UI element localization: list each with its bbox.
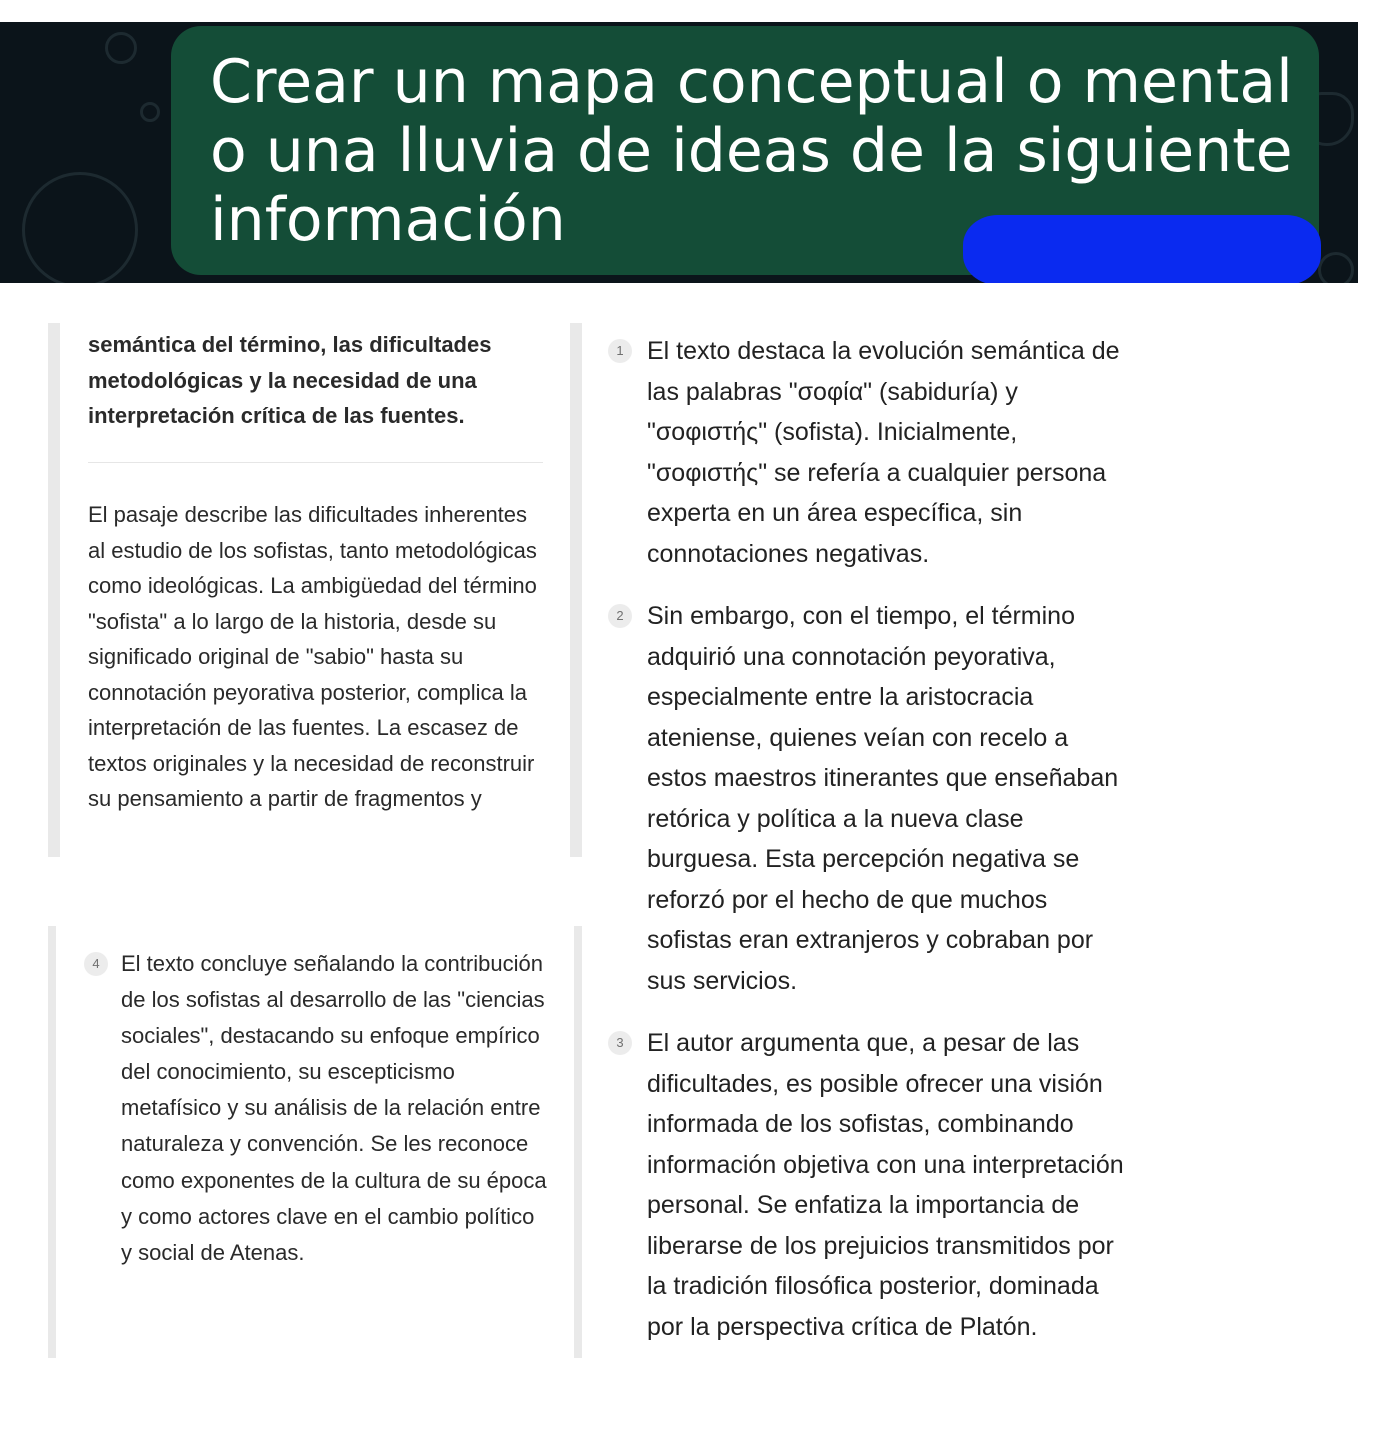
- panel-edge: [48, 926, 56, 1358]
- wallpaper-doodle-icon: [105, 32, 137, 64]
- number-badge: 1: [608, 339, 632, 363]
- conclusion-text: El texto concluye señalando la contribución de los sofistas al desarrollo de las "ciencias sociales", destacando su enfoque empírico del conocimiento, su escepticismo metafísico y su análisis de la relación entre naturaleza y convención. Se les reconoce como exponentes de la cultura de su época y como actores clave en el cambio político y social de Atenas.: [121, 951, 547, 1265]
- redaction-mark: [963, 215, 1321, 283]
- number-badge: 3: [608, 1031, 632, 1055]
- panel-edge: [48, 323, 60, 857]
- wallpaper-doodle-icon: [140, 102, 160, 122]
- chat-screenshot: [0, 22, 1358, 283]
- point-text: El autor argumenta que, a pesar de las dificultades, es posible ofrecer una visión informada de los sofistas, combinando información objetiva con una interpretación personal. Se enfatiza la importancia de liberarse de los prejuicios transmitidos por la tradición filosófica posterior, dominada por la perspectiva crítica de Platón.: [647, 1029, 1124, 1341]
- summary-bold-text: semántica del término, las dificultades metodológicas y la necesidad de una interpretación crítica de las fuentes.: [88, 332, 492, 428]
- wallpaper-doodle-icon: [22, 172, 138, 283]
- number-badge: 2: [608, 604, 632, 628]
- summary-paragraph: El pasaje describe las dificultades inherentes al estudio de los sofistas, tanto metodológicas como ideológicas. La ambigüedad del término "sofista" a lo largo de la historia, desde su significado original de "sabio" hasta su connotación peyorativa posterior, complica la interpretación de las fuentes. La escasez de textos originales y la necesidad de reconstruir su pensamiento a partir de fragmentos y: [88, 502, 537, 811]
- number-badge: 4: [84, 952, 108, 976]
- panel-edge: [570, 323, 582, 857]
- message-text: Crear un mapa conceptual o mental o una lluvia de ideas de la siguiente información: [210, 47, 1293, 255]
- panel-edge: [574, 926, 582, 1358]
- divider: [88, 462, 543, 463]
- point-text: Sin embargo, con el tiempo, el término adquirió una connotación peyorativa, especialmente entre la aristocracia ateniense, quienes veían con recelo a estos maestros itinerantes que enseñaban retórica y política a la nueva clase burguesa. Esta percepción negativa se reforzó por el hecho de que muchos sofistas eran extranjeros y cobraban por sus servicios.: [647, 602, 1119, 995]
- wallpaper-doodle-icon: [1318, 252, 1354, 283]
- point-text: El texto destaca la evolución semántica de las palabras "σοφία" (sabiduría) y "σοφιστής" (sofista). Inicialmente, "σοφιστής" se refería a cualquier persona experta en un área específica, sin connotaciones negativas.: [647, 337, 1120, 568]
